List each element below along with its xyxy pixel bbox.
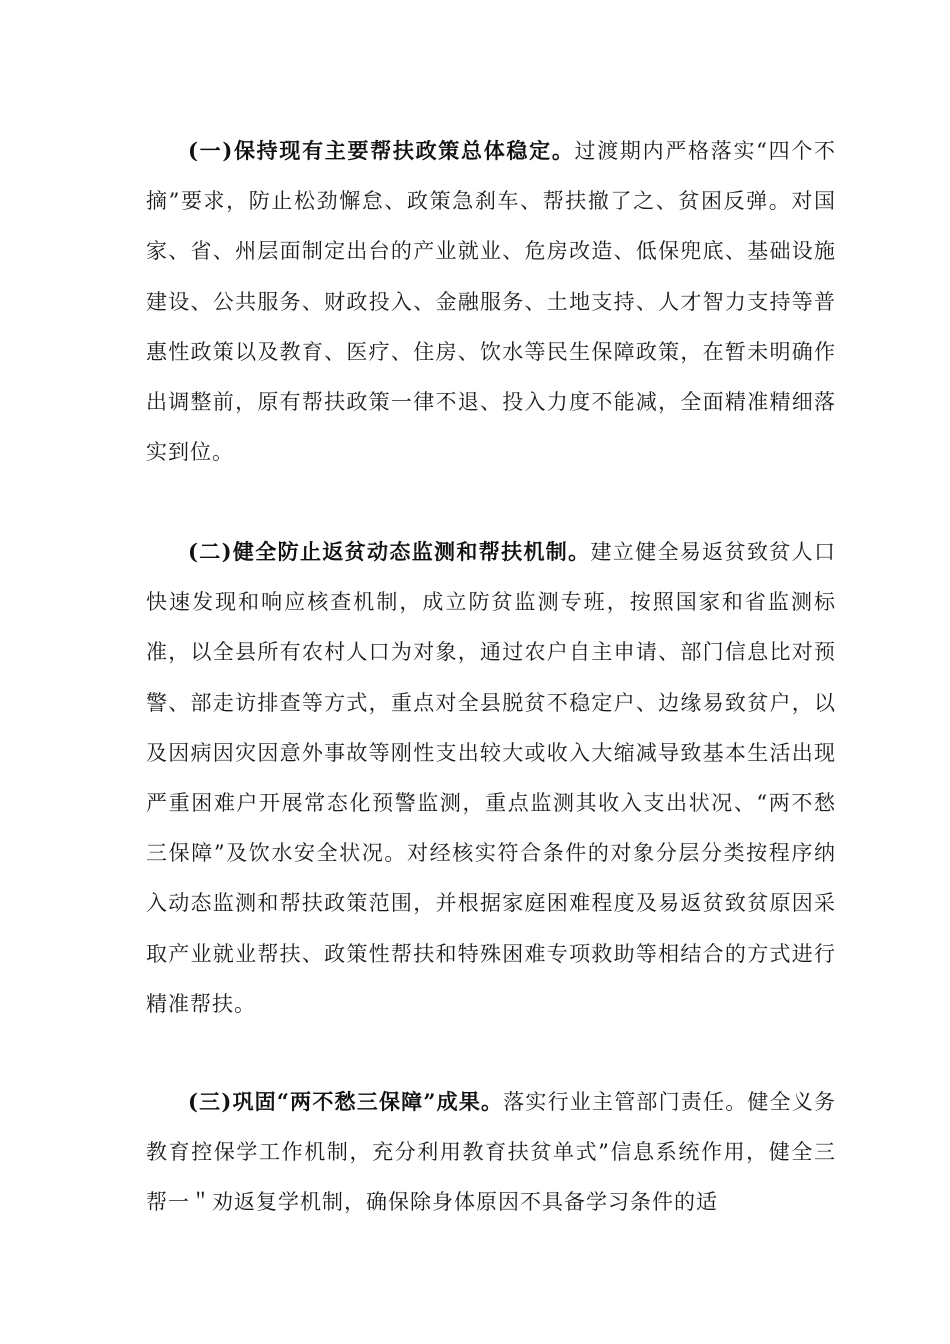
section-1-paragraph	[146, 126, 836, 477]
section-2-heading: (二)健全防止返贫动态监测和帮扶机制。	[188, 539, 591, 564]
section-1-heading: (一)保持现有主要帮扶政策总体稳定。	[188, 138, 575, 163]
section-2-body: 建立健全易返贫致贫人口快速发现和响应核查机制，成立防贫监测专班，按照国家和省监测标准，以全县所有农村人口为对象，通过农户自主申请、部门信息比对预警、部走访排查等方式，重点对全县脱贫不稳定户、边缘易致贫户，以及因病因灾因意外事故等刚性支出较大或收入大缩减导致基本生活出现严重困难户开展常态化预警监测，重点监测其收入支出状况、“两不愁三保障”及饮水安全状况。对经核实符合条件的对象分层分类按程序纳入动态监测和帮扶政策范围，并根据家庭困难程度及易返贫致贫原因采取产业就业帮扶、政策性帮扶和特殊困难专项救助等相结合的方式进行精准帮扶。	[146, 540, 837, 1016]
section-1-body: 过渡期内严格落实“四个不摘”要求，防止松劲懈怠、政策急刹车、帮扶撤了之、贫困反弹。对国家、省、州层面制定出台的产业就业、危房改造、低保兜底、基础设施建设、公共服务、财政投入、金融服务、土地支持、人才智力支持等普惠性政策以及教育、医疗、住房、饮水等民生保障政策，在暂未明确作出调整前，原有帮扶政策一律不退、投入力度不能减，全面精准精细落实到位。	[146, 139, 836, 465]
section-2-paragraph	[146, 527, 836, 1029]
section-3-heading: (三)巩固“两不愁三保障”成果。	[188, 1089, 504, 1114]
section-3-paragraph	[146, 1077, 836, 1228]
section-3-body: 落实行业主管部门责任。健全义务教育控保学工作机制，充分利用教育扶贫单式”信息系统作用，健全三帮一＂劝返复学机制，确保除身体原因不具备学习条件的适	[146, 1090, 837, 1215]
